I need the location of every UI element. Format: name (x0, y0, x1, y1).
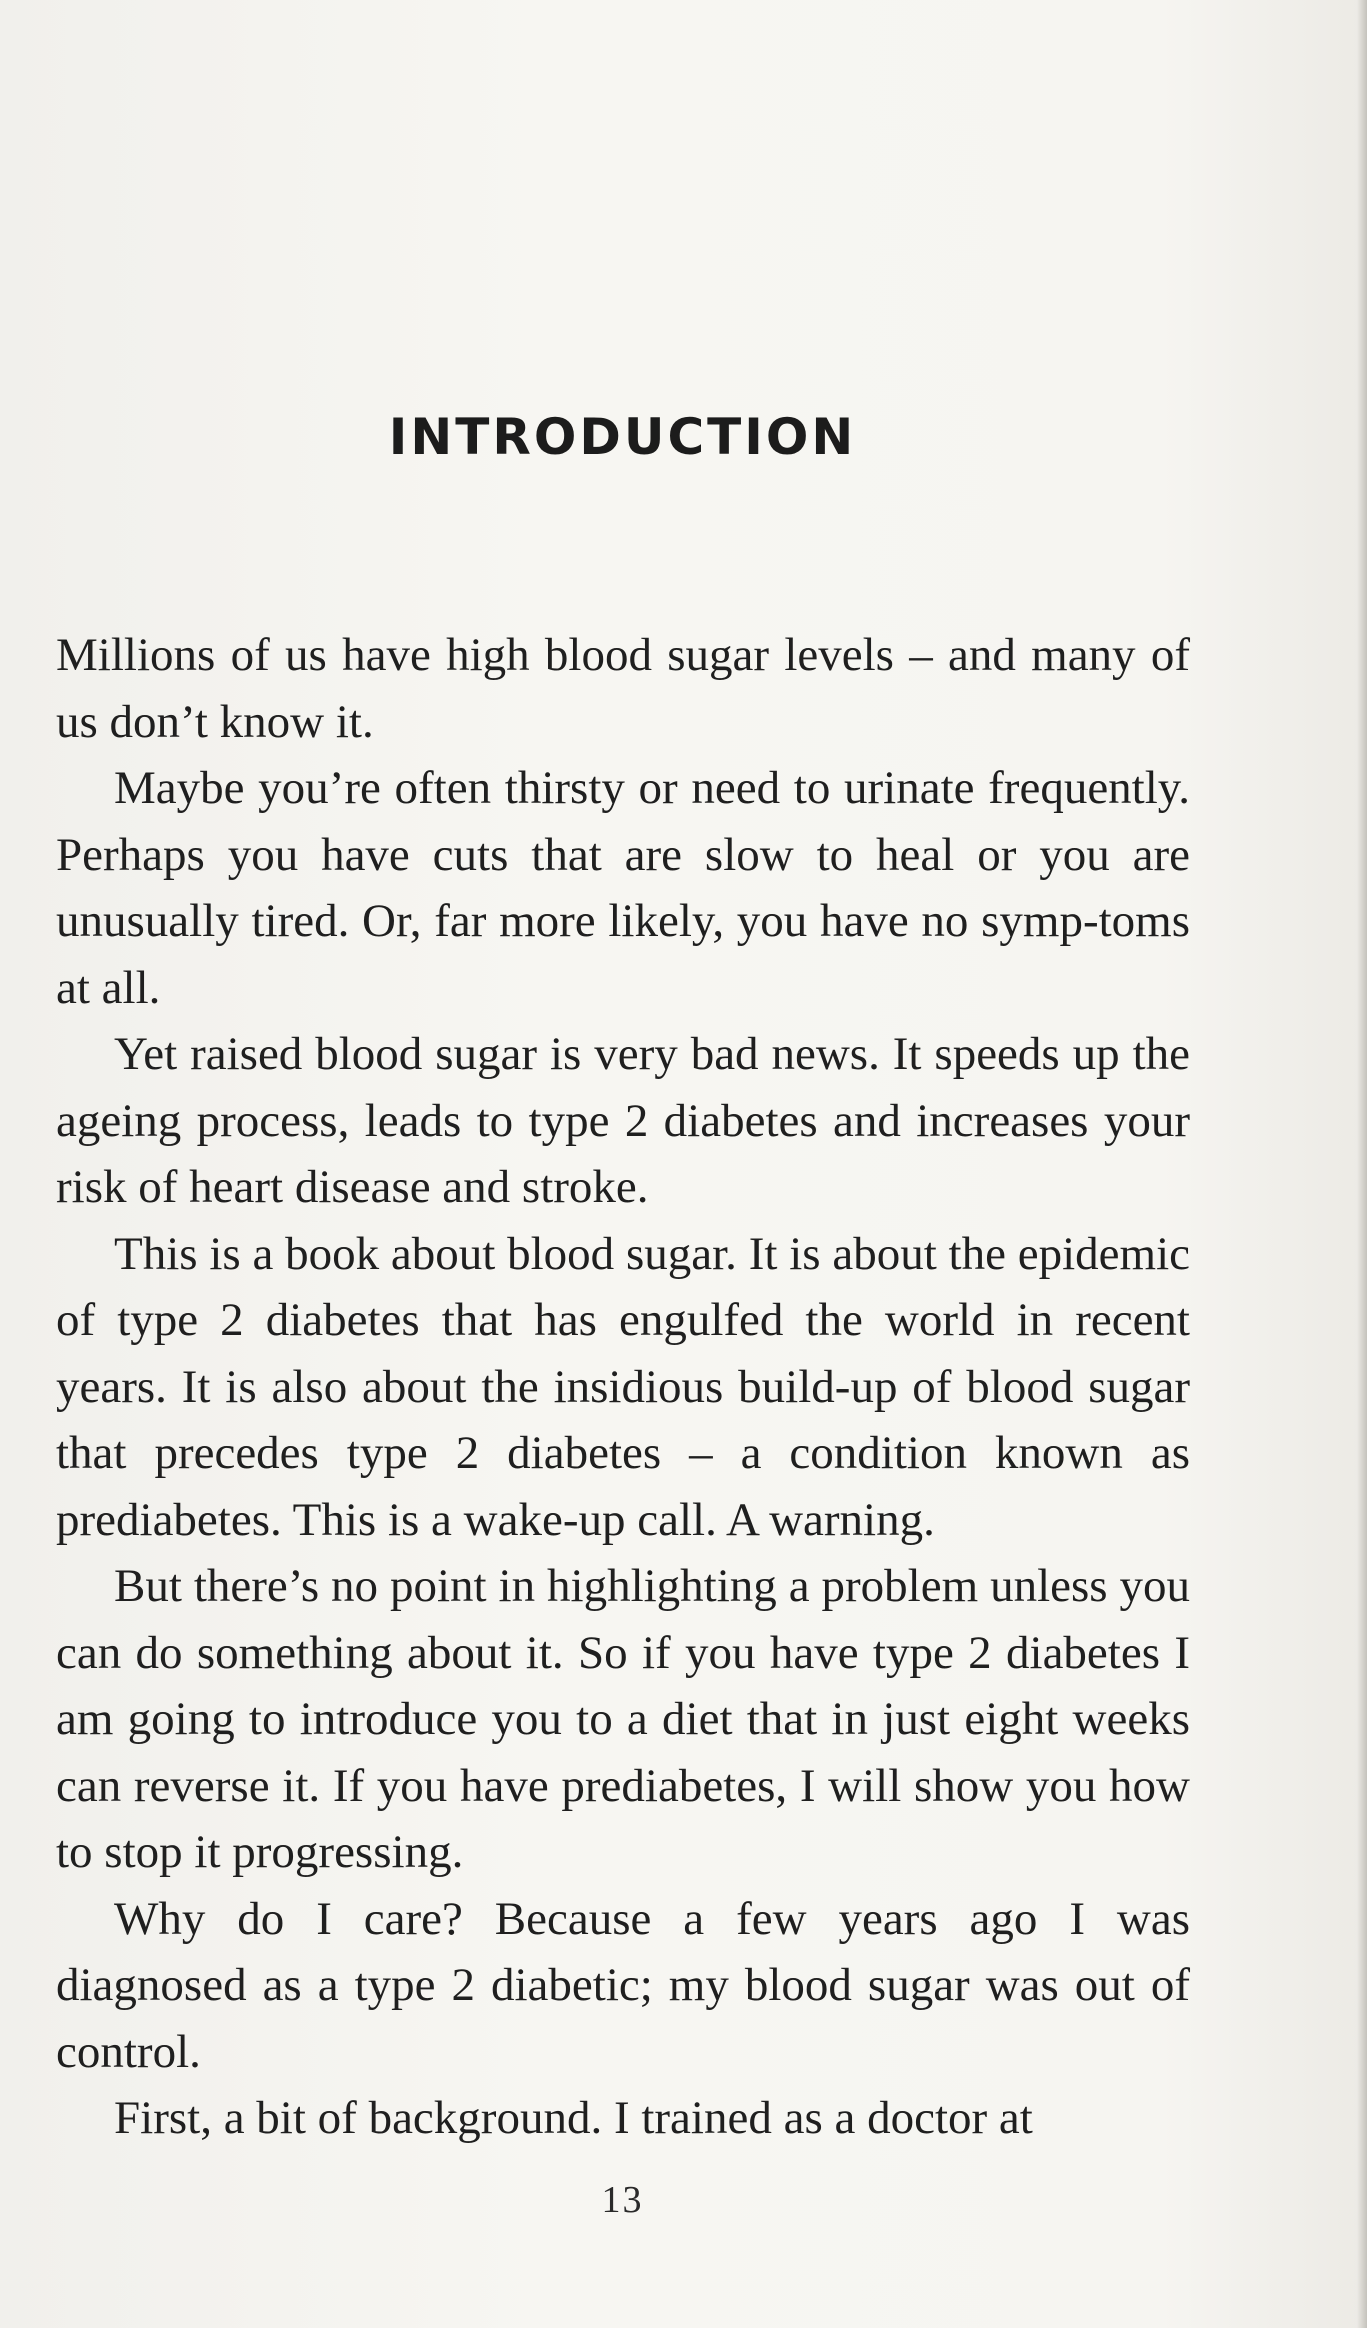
paragraph-6: Why do I care? Because a few years ago I was diagnosed as a type 2 diabetic; my blood sugar was out of control. (56, 1892, 1190, 2078)
chapter-title: INTRODUCTION (388, 408, 857, 466)
paragraph-1: Millions of us have high blood sugar levels – and many of us don’t know it. (56, 629, 1190, 748)
page-edge-shadow (1357, 0, 1367, 2328)
paragraph-3: Yet raised blood sugar is very bad news. It speeds up the ageing process, leads to type 2 diabetes and increases your risk of heart disease and stroke. (56, 1028, 1190, 1213)
body-text (56, 622, 1190, 2152)
page-number: 13 (601, 2179, 644, 2221)
paragraph-5: But there’s no point in highlighting a problem unless you can do something about it. So if you have type 2 diabetes I am going to introduce you to a diet that in just eight weeks can reverse it. If you have prediabetes, I will show you how to stop it progressing. (56, 1560, 1190, 1878)
paragraph-7: First, a bit of background. I trained as a doctor at (114, 2092, 1033, 2144)
paragraph-2: Maybe you’re often thirsty or need to urinate frequently. Perhaps you have cuts that are slow to heal or you are unusually tired. Or, far more likely, you have no symp-toms at all. (56, 762, 1190, 1014)
paragraph-4: This is a book about blood sugar. It is about the epidemic of type 2 diabetes that has engulfed the world in recent years. It is also about the insidious build-up of blood sugar that precedes type 2 diabetes – a condition known as prediabetes. This is a wake-up call. A warning. (56, 1227, 1190, 1546)
